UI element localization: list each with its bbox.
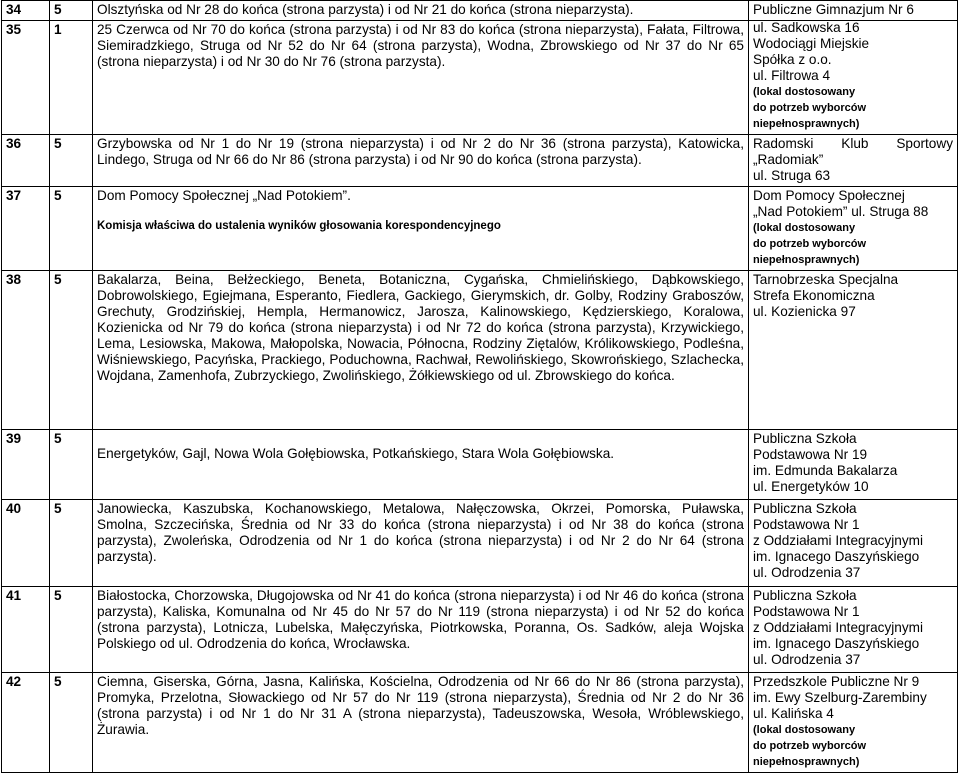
area-description: 25 Czerwca od Nr 70 do końca (strona parzysta) i od Nr 83 do końca (strona nieparzysta), Fałata, Filtrowa, Siemiradzkiego, Struga od Nr 52 do Nr 64 (strona parzysta), Wodna, Zbrowskiego od Nr 37 do Nr 65 (strona nieparzysta) i od Nr 30 do Nr 76 (strona parzysta). (93, 21, 749, 135)
circuit-number: 5 (50, 587, 93, 673)
polling-location (749, 187, 958, 271)
table-row (2, 135, 958, 187)
location-line: Wodociągi Miejskie (753, 36, 870, 51)
location-line: Podstawowa Nr 19 (753, 447, 868, 462)
row-number: 34 (2, 1, 50, 21)
commission-note: Komisja właściwa do ustalenia wyników głosowania korespondencyjnego (97, 220, 501, 232)
polling-location (749, 500, 958, 587)
location-line: „Nad Potokiem” ul. Struga 88 (753, 204, 929, 219)
location-line: im. Ignacego Daszyńskiego (753, 636, 920, 651)
row-number: 39 (2, 430, 50, 500)
accessibility-note: (lokal dostosowany (753, 222, 856, 234)
location-line: Przedszkole Publiczne Nr 9 (753, 674, 920, 689)
location-line: z Oddziałami Integracyjnymi (753, 620, 923, 635)
location-line: ul. Kozienicka 97 (753, 304, 856, 319)
location-line: im. Ewy Szelburg-Zarembiny (753, 690, 927, 705)
circuit-number: 1 (50, 21, 93, 135)
location-line: Publiczne Gimnazjum Nr 6 (753, 2, 914, 17)
area-description: Białostocka, Chorzowska, Długojowska od Nr 41 do końca (strona nieparzysta) i od Nr 46 do końca (strona parzysta), Kaliska, Komunalna od Nr 45 do Nr 57 do Nr 119 (strona nieparzysta) i od Nr 52 do końca (strona parzysta), Lotnicza, Lubelska, Małęczyńska, Piotrkowska, Poranna, Os. Sadków, aleja Wojska Polskiego od ul. Odrodzenia do końca, Wrocławska. (93, 587, 749, 673)
location-line: im. Edmunda Bakalarza (753, 463, 898, 478)
location-line: Publiczna Szkoła (753, 501, 857, 516)
circuit-number: 5 (50, 187, 93, 271)
location-line: ul. Energetyków 10 (753, 479, 869, 494)
accessibility-note: niepełnosprawnych) (753, 118, 860, 130)
circuit-number: 5 (50, 673, 93, 773)
table-row (2, 21, 958, 135)
location-line: Spółka z o.o. (753, 52, 832, 67)
row-number: 40 (2, 500, 50, 587)
location-line: ul. Kalińska 4 (753, 706, 834, 721)
area-description: Ciemna, Giserska, Górna, Jasna, Kalińska, Kościelna, Odrodzenia od Nr 66 do Nr 86 (strona parzysta), Promyka, Przelotna, Słowackiego od Nr 57 do Nr 119 (strona nieparzysta), Średnia od Nr 2 do Nr 36 (strona parzysta) i od Nr 1 do Nr 31 A (strona nieparzysta), Tadeuszowska, Wesoła, Wróblewskiego, Żurawia. (93, 673, 749, 773)
location-line: ul. Odrodzenia 37 (753, 565, 861, 580)
circuit-number: 5 (50, 430, 93, 500)
location-line: Dom Pomocy Społecznej (753, 188, 905, 203)
accessibility-note: do potrzeb wyborców (753, 102, 867, 114)
location-line: Publiczna Szkoła (753, 588, 857, 603)
row-number: 37 (2, 187, 50, 271)
row-number: 42 (2, 673, 50, 773)
location-line: ul. Filtrowa 4 (753, 68, 831, 83)
location-line: Strefa Ekonomiczna (753, 288, 875, 303)
table-row (2, 187, 958, 271)
row-number: 38 (2, 271, 50, 430)
polling-location (749, 1, 958, 21)
location-line: Podstawowa Nr 1 (753, 604, 860, 619)
table-row (2, 587, 958, 673)
location-line: ul. Struga 63 (753, 168, 831, 183)
table-row (2, 430, 958, 500)
area-description: Bakalarza, Beina, Bełżeckiego, Beneta, Botaniczna, Cygańska, Chmielińskiego, Dąbkowskiego, Dobrowolskiego, Egiejmana, Esperanto, Fiedlera, Gackiego, Gierymskich, dr. Golby, Rodziny Graboszów, Grechuty, Grodzińskiej, Hempla, Hermanowicz, Jarosza, Kalinowskiego, Kędzierskiego, Koralowa, Kozienicka od Nr 79 do końca (strona nieparzysta) i od Nr 72 do końca (strona parzysta), Krzywickiego, Lema, Lesiowska, Makowa, Małopolska, Nowacia, Północna, Rodziny Ziętalów, Królikowskiego, Podleśna, Wiśniewskiego, Pacyńska, Prackiego, Poduchowna, Rachwał, Rewolińskiego, Skowrońskiego, Szlachecka, Wojdana, Zamenhofa, Zubrzyckiego, Zwolińskiego, Żółkiewskiego od ul. Zbrowskiego do końca. (93, 271, 749, 430)
accessibility-note: (lokal dostosowany (753, 724, 856, 736)
circuit-number: 5 (50, 1, 93, 21)
location-line: ul. Odrodzenia 37 (753, 652, 861, 667)
area-text: Dom Pomocy Społecznej „Nad Potokiem”. (97, 188, 351, 203)
table-row (2, 1, 958, 21)
row-number: 35 (2, 21, 50, 135)
area-description (93, 430, 749, 500)
area-text: Energetyków, Gajl, Nowa Wola Gołębiowska, Potkańskiego, Stara Wola Gołębiowska. (97, 446, 615, 461)
accessibility-note: do potrzeb wyborców (753, 238, 867, 250)
area-description: Olsztyńska od Nr 28 do końca (strona parzysta) i od Nr 21 do końca (strona nieparzysta). (93, 1, 749, 21)
row-number: 41 (2, 587, 50, 673)
polling-location (749, 673, 958, 773)
table-row (2, 673, 958, 773)
location-line: „Radomiak” (753, 152, 824, 167)
accessibility-note: niepełnosprawnych) (753, 254, 860, 266)
area-description (93, 187, 749, 271)
polling-location (749, 587, 958, 673)
accessibility-note: do potrzeb wyborców (753, 740, 867, 752)
location-line: Radomski Klub Sportowy (753, 136, 953, 151)
row-number: 36 (2, 135, 50, 187)
table-row (2, 500, 958, 587)
circuit-number: 5 (50, 500, 93, 587)
polling-location (749, 430, 958, 500)
constituency-table (1, 0, 958, 773)
area-description: Grzybowska od Nr 1 do Nr 19 (strona nieparzysta) i od Nr 2 do Nr 36 (strona parzysta), Katowicka, Lindego, Struga od Nr 66 do Nr 86 (strona parzysta) i od Nr 90 do końca (strona parzysta). (93, 135, 749, 187)
location-line: im. Ignacego Daszyńskiego (753, 549, 920, 564)
location-line: Publiczna Szkoła (753, 431, 857, 446)
location-line: Tarnobrzeska Specjalna (753, 272, 899, 287)
location-line: Podstawowa Nr 1 (753, 517, 860, 532)
accessibility-note: (lokal dostosowany (753, 86, 856, 98)
location-line: ul. Sadkowska 16 (753, 20, 860, 35)
table-row (2, 271, 958, 430)
polling-location (749, 21, 958, 135)
circuit-number: 5 (50, 271, 93, 430)
circuit-number: 5 (50, 135, 93, 187)
polling-location (749, 135, 958, 187)
polling-location (749, 271, 958, 430)
location-line: z Oddziałami Integracyjnymi (753, 533, 923, 548)
accessibility-note: niepełnosprawnych) (753, 756, 860, 768)
area-description: Janowiecka, Kaszubska, Kochanowskiego, Metalowa, Nałęczowska, Okrzei, Pomorska, Puławska, Smolna, Szczecińska, Średnia od Nr 33 do końca (strona nieparzysta) i od Nr 38 do końca (strona parzysta), Zwoleńska, Odrodzenia od Nr 1 do końca (strona nieparzysta) i od Nr 2 do Nr 64 (strona parzysta). (93, 500, 749, 587)
